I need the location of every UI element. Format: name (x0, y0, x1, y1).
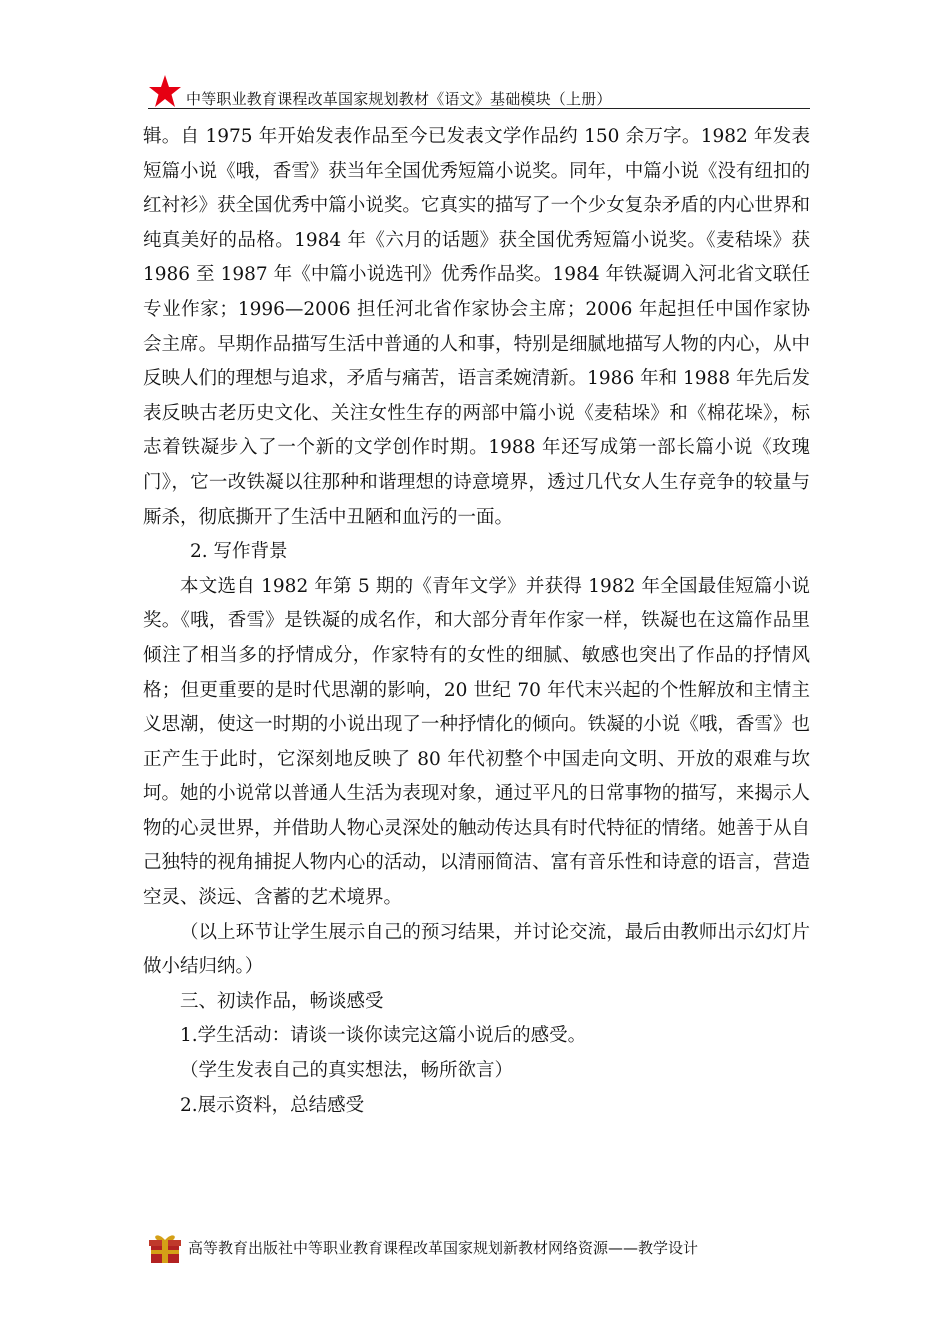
header-title: 中等职业教育课程改革国家规划教材《语文》基础模块（上册） (186, 90, 612, 108)
page-header (148, 74, 810, 108)
red-star-icon (148, 74, 182, 108)
gift-box-icon (148, 1232, 182, 1264)
footer-text: 高等教育出版社中等职业教育课程改革国家规划新教材网络资源——教学设计 (188, 1239, 699, 1257)
background-paragraph: 本文选自 1982 年第 5 期的《青年文学》并获得 1982 年全国最佳短篇小说奖。《哦，香雪》是铁凝的成名作，和大部分青年作家一样，铁凝也在这篇作品里倾注了相当多的抒情成分，作家特有的女性的细腻、敏感也突出了作品的抒情风格；但更重要的是时代思潮的影响，20 世纪 70 年代末兴起的个性解放和主情主义思潮，使这一时期的小说出现了一种抒情化的倾向。铁凝的小说《哦，香雪》也正产生于此时，它深刻地反映了 80 年代初整个中国走向文明、开放的艰难与坎坷。她的小说常以普通人生活为表现对象，通过平凡的日常事物的描写，来揭示人物的心灵世界，并借助人物心灵深处的触动传达具有时代特征的情绪。她善于从自己独特的视角捕捉人物内心的活动，以清丽简洁、富有音乐性和诗意的语言，营造空灵、淡远、含蓄的艺术境界。 (143, 575, 810, 909)
activity-item-2: 2.展示资料，总结感受 (180, 1094, 365, 1116)
section-heading-first-reading: 三、初读作品，畅谈感受 (180, 990, 384, 1012)
author-bio-paragraph: 辑。自 1975 年开始发表作品至今已发表文学作品约 150 余万字。1982 年发表短篇小说《哦，香雪》获当年全国优秀短篇小说奖。同年，中篇小说《没有纽扣的红衬衫》获全国优秀中篇小说奖。它真实的描写了一个少女复杂矛盾的内心世界和纯真美好的品格。1984 年《六月的话题》获全国优秀短篇小说奖。《麦秸垛》获 1986 至 1987 年《中篇小说选刊》优秀作品奖。1984 年铁凝调入河北省文联任专业作家；1996—2006 担任河北省作家协会主席；2006 年起担任中国作家协会主席。早期作品描写生活中普通的人和事，特别是细腻地描写人物的内心，从中反映人们的理想与追求，矛盾与痛苦，语言柔婉清新。1986 年和 1988 年先后发表反映古老历史文化、关注女性生存的两部中篇小说《麦秸垛》和《棉花垛》，标志着铁凝步入了一个新的文学创作时期。1988 年还写成第一部长篇小说《玫瑰门》，它一改铁凝以往那种和谐理想的诗意境界，透过几代女人生存竞争的较量与厮杀，彻底撕开了生活中丑陋和血污的一面。 (143, 126, 810, 528)
header-divider (148, 108, 810, 109)
page-content (143, 120, 810, 1123)
page-footer (148, 1232, 810, 1264)
activity-note-1: （学生发表自己的真实想法，畅所欲言） (180, 1060, 514, 1082)
teaching-note-paragraph: （以上环节让学生展示自己的预习结果，并讨论交流，最后由教师出示幻灯片做小结归纳。） (143, 921, 810, 978)
activity-item-1: 1.学生活动：请谈一谈你读完这篇小说后的感受。 (180, 1025, 587, 1047)
section-heading-background: 2. 写作背景 (190, 541, 288, 563)
